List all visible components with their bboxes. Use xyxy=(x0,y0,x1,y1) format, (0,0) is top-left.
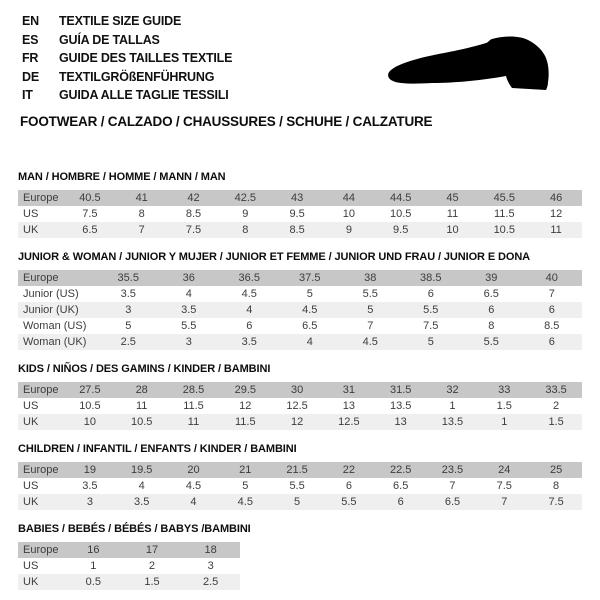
language-code: FR xyxy=(22,51,39,65)
size-value-cell: 11 xyxy=(530,222,582,238)
size-row xyxy=(18,558,240,574)
language-code: DE xyxy=(22,69,39,84)
size-value-cell: 4 xyxy=(280,334,341,350)
size-value-cell: 10.5 xyxy=(389,207,412,220)
size-value-cell: 8.5 xyxy=(185,207,202,220)
row-label-cell: Europe xyxy=(18,462,64,478)
size-value-cell: 11 xyxy=(135,399,148,412)
size-section xyxy=(18,523,582,590)
size-value-cell: 17 xyxy=(123,542,182,558)
language-label: TEXTILGRÖßENFÜHRUNG xyxy=(59,69,215,84)
section-title: MAN / HOMBRE / HOMME / MANN / MAN xyxy=(18,170,226,183)
size-value-cell: 40.5 xyxy=(64,190,116,206)
size-value-cell: 7 xyxy=(367,319,374,332)
size-value-cell: 6.5 xyxy=(302,319,318,332)
row-label-cell: UK xyxy=(18,494,64,510)
size-value-cell: 10 xyxy=(64,414,116,430)
size-value-cell: 28.5 xyxy=(168,382,220,398)
size-value-cell: 8 xyxy=(219,222,271,238)
size-value-cell: 30 xyxy=(271,382,323,398)
size-value-cell: 4 xyxy=(168,494,220,510)
size-value-cell: 6.5 xyxy=(427,494,479,510)
row-label-cell: Junior (US) xyxy=(23,287,79,300)
size-value-cell: 7 xyxy=(548,287,555,300)
size-value-cell: 11.5 xyxy=(219,414,271,430)
size-value-cell: 31.5 xyxy=(375,382,427,398)
language-label: GUIDE DES TAILLES TEXTILE xyxy=(59,51,233,65)
size-value-cell: 37.5 xyxy=(280,270,341,286)
size-value-cell: 12.5 xyxy=(286,399,308,412)
size-value-cell: 32 xyxy=(427,382,479,398)
category-title: FOOTWEAR / CALZADO / CHAUSSURES / SCHUHE / CALZATURE xyxy=(20,113,433,129)
size-value-cell: 10.5 xyxy=(478,222,530,238)
language-code: IT xyxy=(22,88,33,102)
size-value-cell: 2 xyxy=(553,399,560,412)
row-label-cell: Europe xyxy=(18,542,64,558)
size-value-cell: 1 xyxy=(449,399,456,412)
row-label-cell: Europe xyxy=(18,270,98,286)
size-value-cell: 11.5 xyxy=(493,207,515,220)
size-row xyxy=(18,222,582,238)
size-value-cell: 35.5 xyxy=(98,270,159,286)
size-value-cell: 6.5 xyxy=(393,479,409,492)
size-table xyxy=(18,382,582,430)
size-value-cell: 7.5 xyxy=(496,479,512,492)
size-value-cell: 11.5 xyxy=(183,399,204,412)
size-value-cell: 9.5 xyxy=(375,222,427,238)
size-value-cell: 16 xyxy=(64,542,123,558)
size-value-cell: 3 xyxy=(159,334,220,350)
size-value-cell: 7.5 xyxy=(423,319,439,332)
size-value-cell: 33.5 xyxy=(530,382,582,398)
size-value-cell: 7.5 xyxy=(530,494,582,510)
size-value-cell: 4.5 xyxy=(340,334,401,350)
size-section xyxy=(18,171,582,238)
row-label-cell: Woman (UK) xyxy=(18,334,98,350)
size-value-cell: 40 xyxy=(522,270,583,286)
size-row xyxy=(18,574,240,590)
size-value-cell: 5 xyxy=(271,494,323,510)
size-value-cell: 38.5 xyxy=(401,270,462,286)
size-row xyxy=(18,414,582,430)
size-value-cell: 3.5 xyxy=(159,302,220,318)
size-row xyxy=(18,302,582,318)
size-value-cell: 4 xyxy=(138,479,145,492)
size-value-cell: 4.5 xyxy=(219,494,271,510)
size-value-cell: 4 xyxy=(185,287,192,300)
size-value-cell: 31 xyxy=(323,382,375,398)
size-value-cell: 44 xyxy=(323,190,375,206)
size-value-cell: 1 xyxy=(90,559,97,572)
size-value-cell: 18 xyxy=(181,542,240,558)
size-value-cell: 38 xyxy=(340,270,401,286)
size-value-cell: 3.5 xyxy=(120,287,136,300)
size-value-cell: 6 xyxy=(345,479,352,492)
row-label-cell: US xyxy=(23,399,39,412)
size-value-cell: 8 xyxy=(138,207,145,220)
size-value-cell: 12.5 xyxy=(323,414,375,430)
size-value-cell: 10 xyxy=(427,222,479,238)
size-value-cell: 13 xyxy=(342,399,355,412)
section-title: BABIES / BEBÉS / BÉBÉS / BABYS /BAMBINI xyxy=(18,522,251,535)
size-value-cell: 8 xyxy=(488,319,495,332)
size-row xyxy=(18,286,582,302)
size-value-cell: 3 xyxy=(64,494,116,510)
size-value-cell: 2.5 xyxy=(181,574,240,590)
size-value-cell: 13.5 xyxy=(427,414,479,430)
size-value-cell: 45.5 xyxy=(478,190,530,206)
guide-header xyxy=(18,14,582,129)
size-section xyxy=(18,251,582,350)
size-value-cell: 3.5 xyxy=(116,494,168,510)
size-value-cell: 21.5 xyxy=(271,462,323,478)
size-value-cell: 10.5 xyxy=(116,414,168,430)
size-section xyxy=(18,443,582,510)
size-value-cell: 27.5 xyxy=(64,382,116,398)
size-value-cell: 6 xyxy=(522,302,583,318)
size-row xyxy=(18,206,582,222)
size-value-cell: 5 xyxy=(401,334,462,350)
row-label-cell: UK xyxy=(18,222,64,238)
size-value-cell: 33 xyxy=(478,382,530,398)
size-value-cell: 6 xyxy=(246,319,253,332)
size-value-cell: 3.5 xyxy=(82,479,98,492)
size-value-cell: 4.5 xyxy=(241,287,257,300)
size-value-cell: 6.5 xyxy=(483,287,499,300)
size-value-cell: 44.5 xyxy=(375,190,427,206)
language-row xyxy=(22,14,582,33)
size-value-cell: 19.5 xyxy=(116,462,168,478)
size-row xyxy=(18,318,582,334)
size-value-cell: 39 xyxy=(461,270,522,286)
size-value-cell: 12 xyxy=(549,207,563,220)
size-value-cell: 41 xyxy=(116,190,168,206)
language-code: ES xyxy=(22,32,39,47)
size-row xyxy=(18,478,582,494)
size-row xyxy=(18,190,582,206)
size-value-cell: 5.5 xyxy=(289,479,305,492)
size-table xyxy=(18,542,240,590)
size-value-cell: 42.5 xyxy=(219,190,271,206)
size-value-cell: 9.5 xyxy=(289,207,305,220)
size-row xyxy=(18,494,582,510)
size-value-cell: 11 xyxy=(168,414,220,430)
size-value-cell: 1 xyxy=(478,414,530,430)
size-value-cell: 45 xyxy=(427,190,479,206)
size-row xyxy=(18,398,582,414)
size-value-cell: 24 xyxy=(478,462,530,478)
size-row xyxy=(18,462,582,478)
size-value-cell: 11 xyxy=(446,207,459,220)
row-label-cell: UK xyxy=(18,414,64,430)
section-title: KIDS / NIÑOS / DES GAMINS / KINDER / BAMBINI xyxy=(18,362,271,375)
section-title: CHILDREN / INFANTIL / ENFANTS / KINDER / BAMBINI xyxy=(18,442,297,455)
size-row xyxy=(18,542,240,558)
size-value-cell: 1.5 xyxy=(530,414,582,430)
size-value-cell: 21 xyxy=(219,462,271,478)
size-row xyxy=(18,382,582,398)
size-value-cell: 8.5 xyxy=(544,319,560,332)
size-value-cell: 4.5 xyxy=(185,479,202,492)
row-label-cell: Europe xyxy=(18,190,64,206)
size-value-cell: 12 xyxy=(239,399,252,412)
size-value-cell: 3 xyxy=(207,559,214,572)
size-value-cell: 10 xyxy=(342,207,355,220)
language-label: GUIDA ALLE TAGLIE TESSILI xyxy=(59,88,229,102)
size-value-cell: 22 xyxy=(323,462,375,478)
size-value-cell: 5 xyxy=(242,479,249,492)
language-label: TEXTILE SIZE GUIDE xyxy=(59,14,182,28)
size-value-cell: 8.5 xyxy=(271,222,323,238)
size-value-cell: 5.5 xyxy=(181,319,197,332)
row-label-cell: Europe xyxy=(18,382,64,398)
row-label-cell: UK xyxy=(18,574,64,590)
size-value-cell: 2 xyxy=(148,559,156,572)
size-value-cell: 43 xyxy=(271,190,323,206)
size-value-cell: 6 xyxy=(427,287,434,300)
size-value-cell: 7 xyxy=(116,222,168,238)
size-value-cell: 2.5 xyxy=(98,334,159,350)
size-value-cell: 20 xyxy=(168,462,220,478)
shoe-icon xyxy=(385,35,555,95)
language-label: GUÍA DE TALLAS xyxy=(59,32,160,47)
size-value-cell: 9 xyxy=(242,207,249,220)
size-tables-container xyxy=(18,171,582,590)
language-code: EN xyxy=(22,14,39,28)
size-table xyxy=(18,190,582,238)
size-value-cell: 3.5 xyxy=(219,334,280,350)
size-value-cell: 12 xyxy=(271,414,323,430)
size-value-cell: 28 xyxy=(116,382,168,398)
row-label-cell: US xyxy=(23,479,39,492)
size-value-cell: 36.5 xyxy=(219,270,280,286)
size-value-cell: 5.5 xyxy=(323,494,375,510)
size-value-cell: 4 xyxy=(219,302,280,318)
size-table xyxy=(18,270,582,350)
size-value-cell: 46 xyxy=(530,190,582,206)
size-value-cell: 42 xyxy=(168,190,220,206)
size-value-cell: 8 xyxy=(553,479,560,492)
size-value-cell: 6.5 xyxy=(64,222,116,238)
size-value-cell: 1.5 xyxy=(123,574,182,590)
size-value-cell: 29.5 xyxy=(219,382,271,398)
size-value-cell: 1.5 xyxy=(496,399,512,412)
size-value-cell: 5 xyxy=(306,287,313,300)
size-value-cell: 13 xyxy=(375,414,427,430)
size-value-cell: 6 xyxy=(461,302,522,318)
size-value-cell: 6 xyxy=(375,494,427,510)
size-section xyxy=(18,363,582,430)
size-value-cell: 10.5 xyxy=(79,399,101,412)
size-value-cell: 9 xyxy=(323,222,375,238)
size-value-cell: 7 xyxy=(449,479,456,492)
size-value-cell: 7 xyxy=(478,494,530,510)
row-label-cell: US xyxy=(23,559,39,572)
size-table xyxy=(18,462,582,510)
size-value-cell: 3 xyxy=(98,302,159,318)
row-label-cell: Woman (US) xyxy=(23,319,87,332)
size-value-cell: 23.5 xyxy=(427,462,479,478)
size-value-cell: 13.5 xyxy=(389,399,412,412)
size-value-cell: 4.5 xyxy=(280,302,341,318)
row-label-cell: Junior (UK) xyxy=(18,302,98,318)
size-value-cell: 19 xyxy=(64,462,116,478)
size-value-cell: 5.5 xyxy=(362,287,378,300)
row-label-cell: US xyxy=(23,207,39,220)
size-value-cell: 25 xyxy=(530,462,582,478)
size-value-cell: 5 xyxy=(340,302,401,318)
section-title: JUNIOR & WOMAN / JUNIOR Y MUJER / JUNIOR ET FEMME / JUNIOR UND FRAU / JUNIOR E DONA xyxy=(18,250,531,263)
size-value-cell: 22.5 xyxy=(375,462,427,478)
size-value-cell: 5 xyxy=(125,319,132,332)
size-value-cell: 7.5 xyxy=(82,207,98,220)
size-row xyxy=(18,270,582,286)
size-value-cell: 7.5 xyxy=(168,222,220,238)
size-value-cell: 6 xyxy=(522,334,583,350)
size-value-cell: 5.5 xyxy=(461,334,522,350)
size-value-cell: 36 xyxy=(159,270,220,286)
size-row xyxy=(18,334,582,350)
size-value-cell: 5.5 xyxy=(401,302,462,318)
size-value-cell: 0.5 xyxy=(64,574,123,590)
